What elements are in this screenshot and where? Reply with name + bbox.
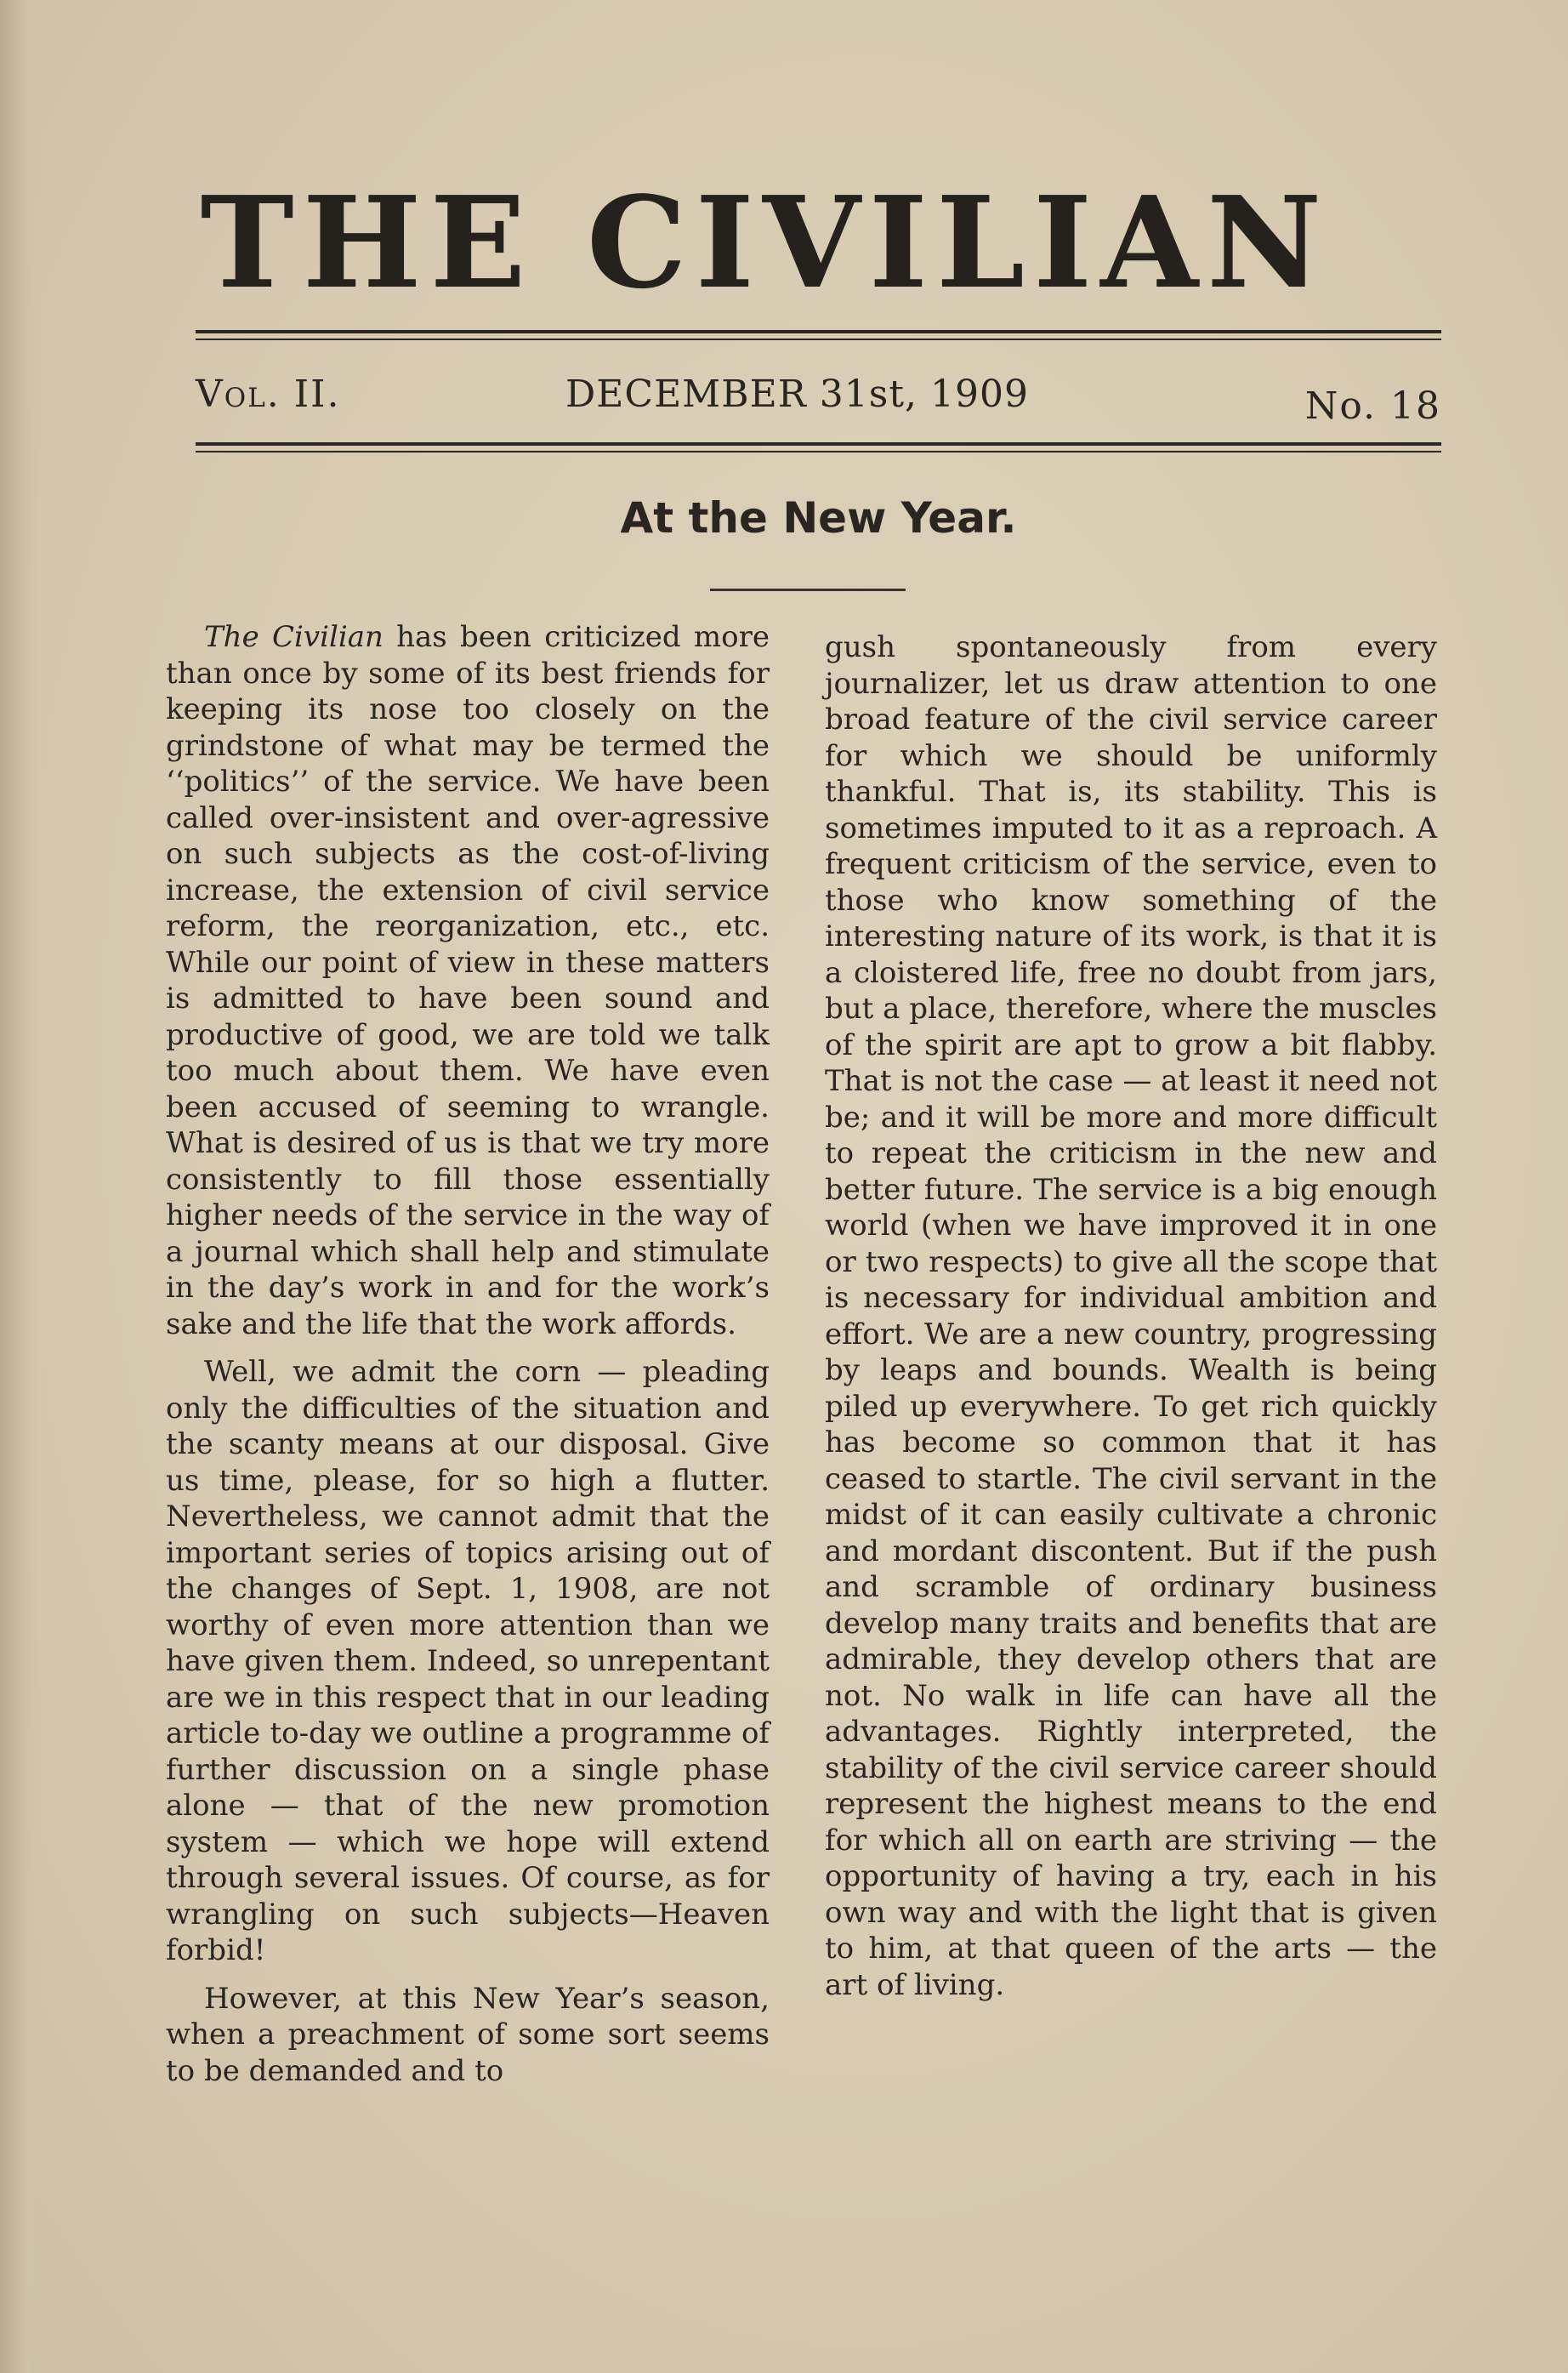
paragraph: Well, we admit the corn — pleading only the difficulties of the situation and the scanty means at our disposal. Give us time, please, for so high a flutter. Nevertheless, we cannot admit that the important series of topics arising out of the changes of Sept. 1, 1908, are not worthy of even more attention than we have given them. Indeed, so unrepentant are we in this respect that in our leading article to-day we outline a programme of further discussion on a single phase alone — that of the new promotion system — which we hope will extend through several issues. Of course, as for wrangling on such subjects—Heaven forbid!: [166, 1355, 770, 1967]
volume-label: Vol. II.: [196, 373, 341, 416]
article-headline: At the New Year.: [620, 493, 1017, 543]
masthead-rule-top: [196, 330, 1441, 340]
paragraph: However, at this New Year’s season, when a preachment of some sort seems to be demanded and to: [166, 1981, 770, 2088]
issue-line: [196, 366, 1441, 434]
article-column-right: [825, 629, 1437, 2015]
issue-number: No. 18: [1304, 384, 1441, 428]
binding-edge: [0, 0, 43, 2373]
issue-date: DECEMBER 31st, 1909: [565, 373, 1030, 416]
paragraph: gush spontaneously from every journalizer, let us draw attention to one broad feature of the civil service career for which we should be uniformly thankful. That is, its stability. This is sometimes imputed to it as a reproach. A frequent criticism of the service, even to those who know something of the interesting nature of its work, is that it is a cloistered life, free no doubt from jars, but a place, therefore, where the muscles of the spirit are apt to grow a bit flabby. That is not the case — at least it need not be; and it will be more and more difficult to repeat the criticism in the new and better future. The service is a big enough world (when we have improved it in one or two respects) to give all the scope that is necessary for individual ambition and effort. We are a new country, progressing by leaps and bounds. Wealth is being piled up everywhere. To get rich quickly has become so common that it has ceased to startle. The civil servant in the midst of it can easily cultivate a chronic and mordant discontent. But if the push and scramble of ordinary business develop many traits and benefits that are admirable, they develop others that are not. No walk in life can have all the advantages. Rightly interpreted, the stability of the civil service career should represent the highest means to the end for which all on earth are striving — the opportunity of having a try, each in his own way and with the light that is given to him, at that queen of the arts — the art of living.: [825, 630, 1437, 2002]
paragraph: [166, 619, 770, 1342]
paragraph-text: has been criticized more than once by some of its best friends for keeping its nose too closely on the grindstone of what may be termed the ‘‘politics’’ of the service. We have been called over-insistent and over-agressive on such subjects as the cost-of-living increase, the extension of civil service reform, the reorganization, etc., etc. While our point of view in these matters is admitted to have been sound and productive of good, we are told we talk too much about them. We have even been accused of seeming to wrangle. What is desired of us is that we try more consistently to fill those essentially higher needs of the service in the way of a journal which shall help and stimulate in the day’s work in and for the work’s sake and the life that the work affords.: [166, 620, 770, 1341]
masthead-title: THE CIVILIAN: [200, 168, 1331, 316]
headline-divider: [710, 589, 906, 591]
masthead-rule-bottom: [196, 442, 1441, 452]
publication-name: The Civilian: [204, 620, 383, 654]
article-column-left: [166, 619, 770, 2101]
